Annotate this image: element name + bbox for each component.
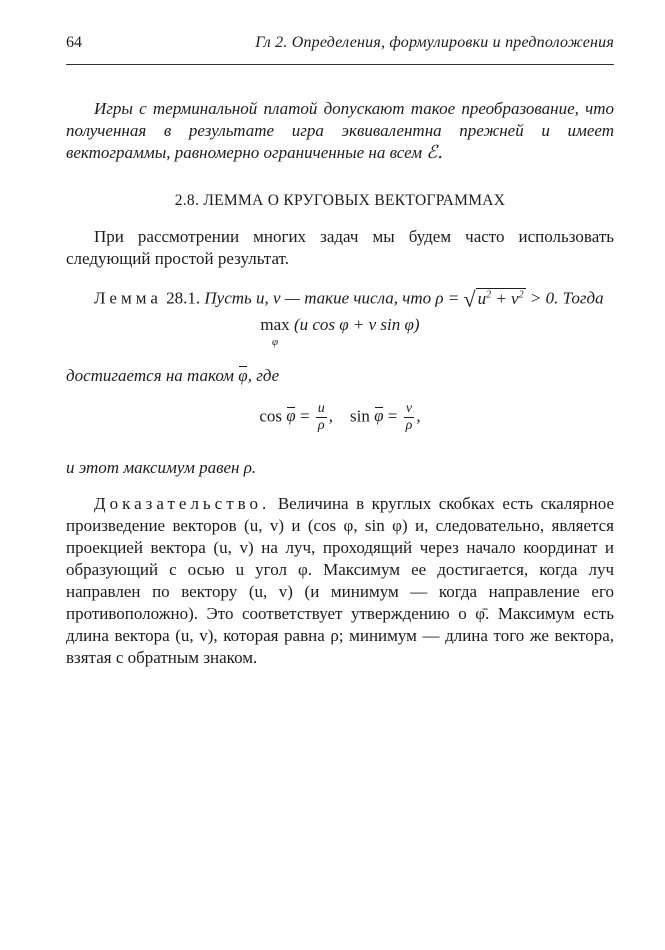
sqrt-sign: √	[463, 286, 476, 312]
max-subscript: φ	[272, 335, 279, 348]
sqrt-radicand: $u^2 + v^2$	[477, 288, 524, 308]
section-heading: 2.8. ЛЕММА О КРУГОВЫХ ВЕКТОГРАММАХ	[174, 192, 506, 209]
attained-text: достигается на таком	[66, 365, 235, 385]
proof-paragraph	[66, 493, 614, 669]
max-operator: max φ	[260, 314, 290, 348]
intro-paragraph	[66, 98, 614, 164]
max-expression: (u cos φ + v sin φ)	[293, 314, 420, 334]
proof-text: Величина в круглых скобках есть скалярное произведение векторов (u, v) и (cos φ, sin φ) и, следовательно, является проекцией вектора (u, v) на луч, проходящий через начало координат и образующий с осью u угол φ. Максимум ее достигается, когда луч направлен по вектору (u, v) (и минимум — когда направление его противоположно). Это соответствует утверждению о φ̄. Максимум есть длина вектора (u, v), которая равна ρ; минимум — длина того же вектора, взятая с обратным знаком.	[66, 493, 615, 667]
lemma-statement	[66, 284, 614, 311]
lemma-statement-start: Пусть u, v — такие числа, что ρ =	[204, 288, 460, 308]
phi-bar-sin: φ	[374, 406, 384, 426]
intro-text: Игры с терминальной платой допускают такое преобразование, что полученная в результате игра эквивалентна прежней и имеет вектограммы, равномерно ограниченные на всем	[66, 99, 614, 162]
fraction-u-rho: $\frac{u}{\rho}$	[317, 400, 325, 433]
running-head	[66, 26, 614, 52]
cos-sin-formula: cos φ = $\frac{u}{\rho}$ , sin φ = $\frac{v}{\rho}$ ,	[259, 400, 421, 433]
fraction-v-rho: $\frac{v}{\rho}$	[405, 400, 413, 433]
page-number: 64	[66, 34, 82, 51]
max-formula	[66, 315, 614, 357]
phi-bar: φ	[238, 365, 248, 385]
phi-bar-cos: φ	[286, 406, 296, 426]
script-e-symbol: ℰ.	[426, 142, 443, 163]
lemma-number: 28.1.	[166, 288, 201, 308]
header-rule	[66, 64, 614, 65]
max-value-line: и этот максимум равен ρ.	[66, 457, 257, 477]
cos-label: cos	[259, 406, 283, 426]
attained-end: , где	[247, 365, 280, 385]
chapter-title: Гл 2. Определения, формулировки и предположения	[255, 34, 614, 51]
attained-line	[66, 365, 614, 387]
lemma-label: Лемма	[94, 288, 162, 308]
sin-label: sin	[350, 406, 370, 426]
proof-label: Доказательство.	[94, 493, 271, 513]
book-page	[66, 26, 614, 669]
lemma-statement-end: > 0. Тогда	[529, 288, 604, 308]
section-intro-paragraph: При рассмотрении многих задач мы будем часто использовать следующий простой результат.	[66, 227, 614, 268]
